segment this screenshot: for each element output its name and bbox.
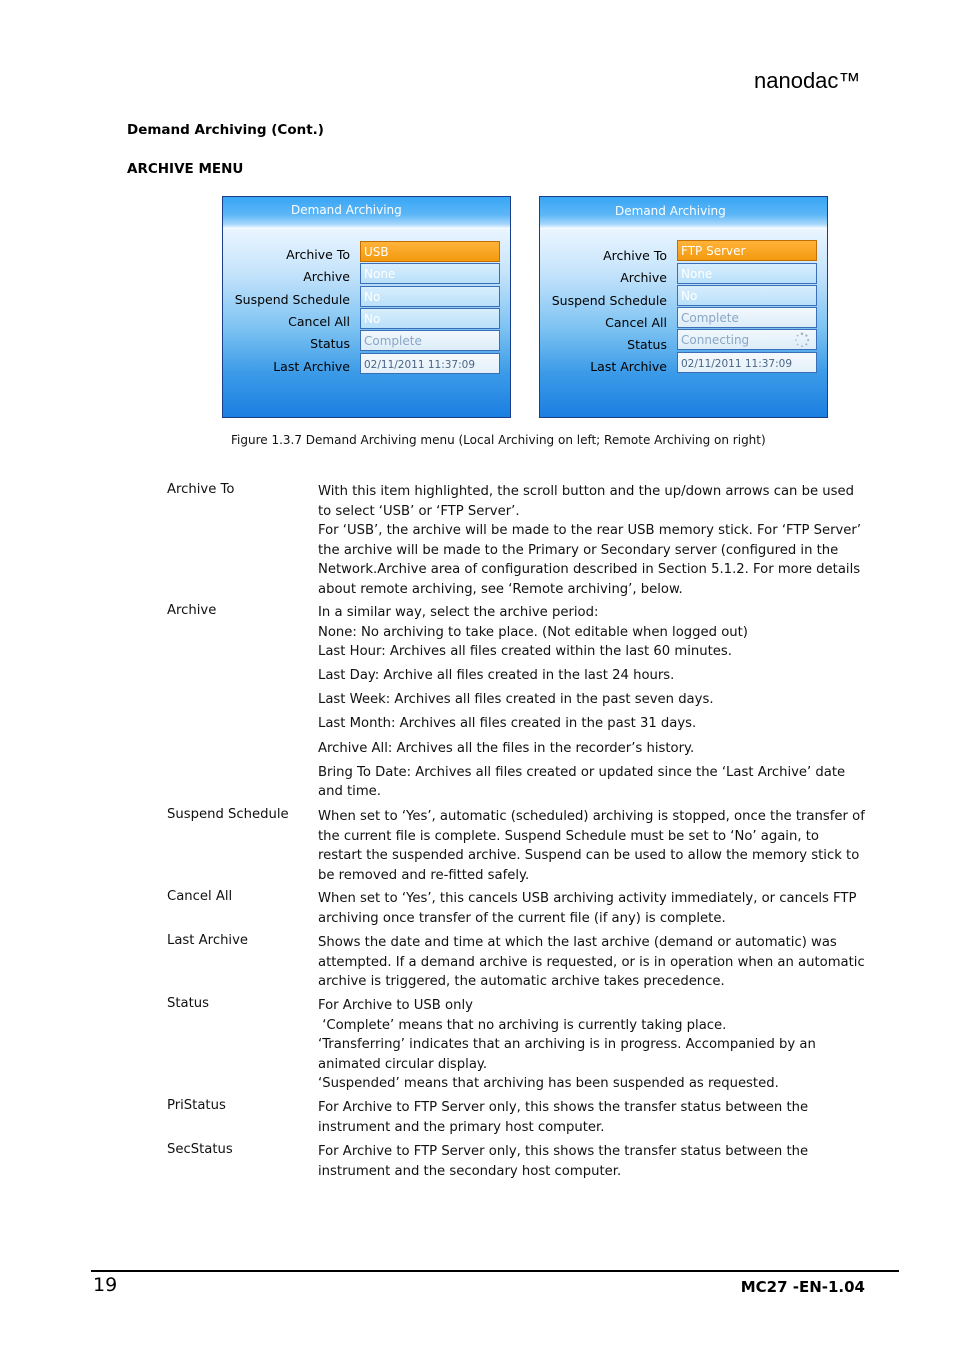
status-text: Connecting	[681, 333, 750, 347]
def-line: ‘Suspended’ means that archiving has been suspended as requested.	[318, 1076, 779, 1092]
def-desc	[318, 933, 866, 992]
def-line: ‘Transferring’ indicates that an archiving is in progress. Accompanied by an animated circular display.	[318, 1037, 816, 1072]
archive-value[interactable]: None	[360, 263, 500, 284]
def-desc	[318, 482, 866, 600]
brand-title: nanodac™	[754, 68, 861, 93]
archive-to-value[interactable]: FTP Server	[677, 240, 817, 261]
row-label: Archive	[303, 269, 350, 284]
last-archive-value: 02/11/2011 11:37:09	[360, 353, 500, 374]
row-label: Archive To	[286, 247, 350, 262]
spinner-icon	[794, 332, 810, 348]
figure-caption: Figure 1.3.7 Demand Archiving menu (Local Archiving on left; Remote Archiving on right)	[231, 433, 766, 447]
row-label: Status	[310, 336, 350, 351]
def-line: Bring To Date: Archives all files created or updated since the ‘Last Archive’ date and time.	[318, 764, 846, 800]
def-term: Archive	[167, 603, 217, 618]
def-line: For Archive to FTP Server only, this shows the transfer status between the instrument and the primary host computer.	[318, 1100, 809, 1135]
section-title: Demand Archiving (Cont.)	[127, 122, 324, 138]
def-desc	[318, 1098, 866, 1137]
def-line: ‘Complete’ means that no archiving is currently taking place.	[318, 1017, 727, 1033]
suspend-schedule-value[interactable]: No	[677, 285, 817, 306]
def-line: When set to ‘Yes’, this cancels USB archiving activity immediately, or cancels FTP archiving once transfer of the current file (if any) is complete.	[318, 891, 857, 926]
def-desc	[318, 1142, 866, 1181]
def-term: Last Archive	[167, 933, 249, 948]
def-line: With this item highlighted, the scroll button and the up/down arrows can be used to select ‘USB’ or ‘FTP Server’.	[318, 484, 854, 519]
row-label: Suspend Schedule	[234, 292, 350, 307]
def-line: Archive All: Archives all the files in the recorder’s history.	[318, 740, 695, 756]
row-label: Last Archive	[590, 359, 667, 374]
cancel-all-value[interactable]: No	[360, 308, 500, 329]
status-value	[677, 329, 817, 350]
document-id: MC27 -EN-1.04	[740, 1278, 865, 1296]
def-desc	[318, 889, 866, 928]
footer-rule	[91, 1270, 899, 1272]
def-line: Shows the date and time at which the last archive (demand or automatic) was attempted. If a demand archive is requested, or is in operation when an automatic archive is triggered, the automatic archive takes precedence.	[318, 935, 865, 990]
row-label: Cancel All	[605, 315, 667, 330]
def-line: Last Day: Archive all files created in the last 24 hours.	[318, 668, 675, 684]
def-line: Last Hour: Archives all files created within the last 60 minutes.	[318, 644, 732, 660]
page-number: 19	[93, 1274, 118, 1296]
def-term: Archive To	[167, 482, 235, 497]
def-term: Status	[167, 996, 210, 1011]
status-value: Complete	[360, 330, 500, 351]
def-desc	[318, 807, 866, 885]
screen-title: Demand Archiving	[615, 204, 726, 218]
screen-header	[223, 197, 510, 229]
row-label: Archive To	[603, 248, 667, 263]
def-line: In a similar way, select the archive period:	[318, 605, 599, 620]
row-label: Suspend Schedule	[551, 293, 667, 308]
row-label: Archive	[620, 270, 667, 285]
def-line: For Archive to USB only	[318, 998, 473, 1013]
def-line: Last Week: Archives all files created in the past seven days.	[318, 692, 714, 708]
def-term: PriStatus	[167, 1098, 226, 1113]
def-line: For Archive to FTP Server only, this shows the transfer status between the instrument and the secondary host computer.	[318, 1144, 809, 1179]
screen-header	[540, 197, 827, 229]
def-desc	[318, 996, 866, 1094]
row-label: Cancel All	[288, 314, 350, 329]
def-line: When set to ‘Yes’, automatic (scheduled) archiving is stopped, once the transfer of the current file is complete. Suspend Schedule must be set to ‘No’ again, to restart the suspended archive. Suspend can be used to allow the memory stick to be removed and re-fitted safely.	[318, 809, 865, 883]
screen-local-archiving	[222, 196, 511, 418]
def-line: None: No archiving to take place. (Not editable when logged out)	[318, 624, 748, 640]
archive-value[interactable]: None	[677, 263, 817, 284]
def-term: Cancel All	[167, 889, 233, 904]
screen-remote-archiving	[539, 196, 828, 418]
row-label: Status	[627, 337, 667, 352]
archive-to-value[interactable]: USB	[360, 241, 500, 262]
screen-title: Demand Archiving	[291, 203, 402, 217]
def-term: Suspend Schedule	[167, 807, 289, 822]
row-label: Last Archive	[273, 359, 350, 374]
cancel-all-value[interactable]: Complete	[677, 307, 817, 328]
section-subtitle: ARCHIVE MENU	[127, 161, 244, 177]
def-term: SecStatus	[167, 1142, 233, 1157]
def-line: Last Month: Archives all files created in the past 31 days.	[318, 716, 697, 732]
def-desc	[318, 603, 866, 802]
def-line: For ‘USB’, the archive will be made to the rear USB memory stick. For ‘FTP Server’ the archive will be made to the Primary or Secondary server (configured in the Network.Archive area of configuration described in Section 5.1.2. For more details about remote archiving, see ‘Remote archiving’, below.	[318, 523, 862, 597]
last-archive-value: 02/11/2011 11:37:09	[677, 352, 817, 373]
suspend-schedule-value[interactable]: No	[360, 286, 500, 307]
